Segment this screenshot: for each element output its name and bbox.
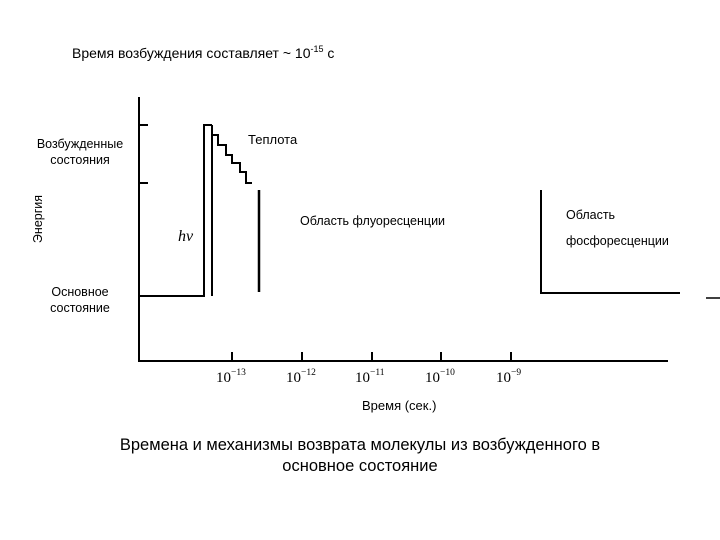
energy-axis-label: Энергия <box>31 194 45 244</box>
x-tick-label: $10^{-12}$ <box>286 368 316 386</box>
heat-relaxation-staircase <box>212 125 252 183</box>
slide-caption: Времена и механизмы возврата молекулы из возбужденного в основное состояние <box>119 436 601 475</box>
title-exponent: -15 <box>310 44 324 54</box>
excitation-time-title: Время возбуждения составляет ~ $10^{-15}$ с <box>72 44 335 61</box>
ground-state-label: Основное состояние <box>50 285 110 315</box>
phosphorescence-label-line1: Область <box>566 208 616 222</box>
x-tick-label: $10^{-11}$ <box>355 368 385 386</box>
x-tick-label: $10^{-10}$ <box>425 368 455 386</box>
fluorescence-region-label: Область флуоресценции <box>300 214 446 228</box>
absorption-path <box>139 125 212 296</box>
heat-label: Теплота <box>248 132 298 147</box>
x-tick-label: $10^{-9}$ <box>496 368 522 386</box>
photon-label: hν <box>178 228 194 245</box>
excited-states-label: Возбужденные состояния <box>36 137 124 167</box>
time-axis-label: Время (сек.) <box>362 398 437 413</box>
phosphorescence-label-line2: фосфоресценции <box>566 234 669 248</box>
x-tick-label: $10^{-13}$ <box>216 368 246 386</box>
